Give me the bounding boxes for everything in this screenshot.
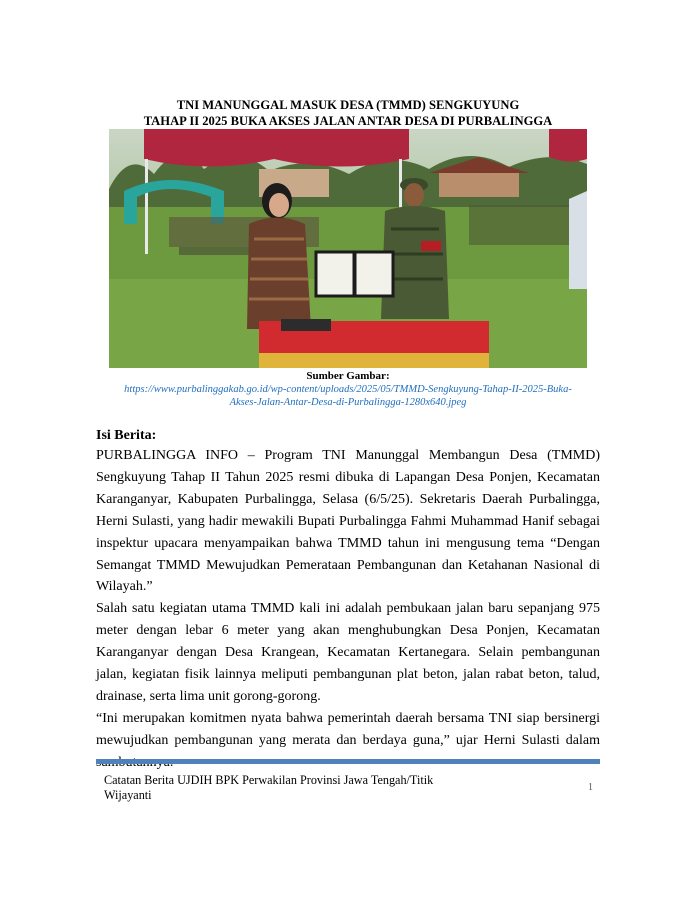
footer-note: [104, 773, 464, 803]
footer-line-2: Wijayanti: [104, 788, 152, 802]
news-photo: [109, 129, 587, 368]
title-line-2: TAHAP II 2025 BUKA AKSES JALAN ANTAR DESA DI PURBALINGGA: [143, 114, 553, 128]
footer-rule: [96, 759, 600, 764]
paragraph-3: “Ini merupakan komitmen nyata bahwa pemerintah daerah bersama TNI siap bersinergi mewujudkan pembangunan yang merata dan berdaya guna,” ujar Herni Sulasti dalam: [96, 710, 600, 748]
article-body: [96, 445, 600, 774]
title-line-1: TNI MANUNGGAL MASUK DESA (TMMD) SENGKUYUNG: [176, 98, 520, 112]
image-caption: [96, 368, 600, 409]
footer-line-1: Catatan Berita UJDIH BPK Perwakilan Provinsi Jawa Tengah/Titik: [104, 773, 434, 787]
image-source-link[interactable]: [96, 383, 600, 409]
paragraph-2: Salah satu kegiatan utama TMMD kali ini adalah pembukaan jalan baru sepanjang 975 meter dengan lebar 6 meter yang akan menghubungkan Desa Ponjen, Kecamatan Karanganyar dengan Desa Krangean, Kecamatan Kertanegara. Selain pembangunan jalan, kegiatan fisik lainnya meliputi pembangunan plat beton, jalan rabat beton, talud, drainase, serta lima unit gorong-gorong.: [96, 601, 600, 704]
paragraph-1: PURBALINGGA INFO – Program TNI Manunggal Membangun Desa (TMMD) Sengkuyung Tahap II Tahun 2025 resmi dibuka di Lapangan Desa Ponjen, Kecamatan Karanganyar, Kabupaten Purbalingga, Selasa (6/5/25). Sekretaris Daerah Purbalingga, Herni Sulasti, yang hadir mewakili Bupati Purbalingga Fahmi Muhammad Hanif sebagai inspektur upacara menyampaikan bahwa TMMD tahun ini mengusung tema “Dengan Semangat TMMD Mewujudkan Pemerataan Pembangunan dan Ketahanan Nasional di Wilayah.”: [96, 448, 600, 595]
caption-label: Sumber Gambar:: [306, 370, 390, 382]
image-source-url-line-1: https://www.purbalinggakab.go.id/wp-content/uploads/2025/05/TMMD-Sengkuyung-Tahap-II-2025-Buka-: [124, 384, 572, 395]
document-title: [96, 97, 600, 129]
page-number: 1: [588, 782, 593, 793]
section-heading: Isi Berita:: [96, 428, 157, 443]
image-source-url-line-2: Akses-Jalan-Antar-Desa-di-Purbalingga-1280x640.jpeg: [229, 397, 467, 408]
